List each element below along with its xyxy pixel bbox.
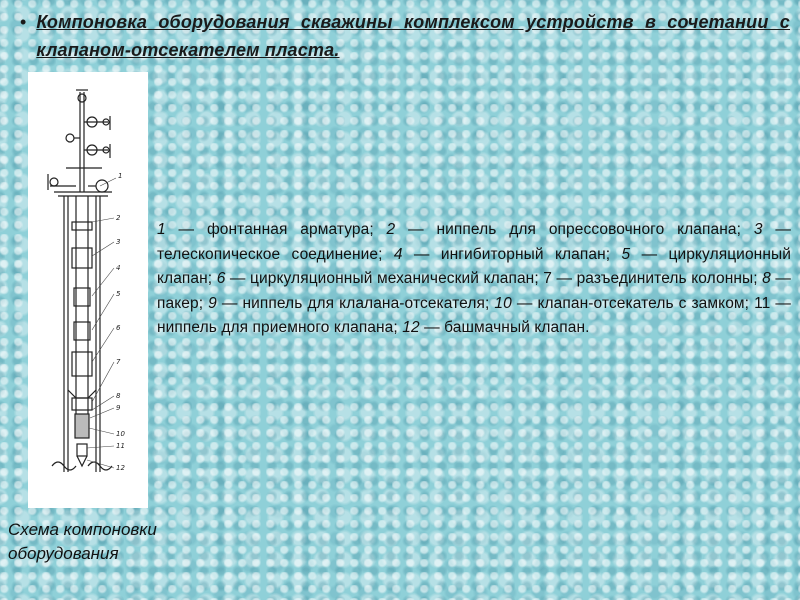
diagram-label-2: 2: [116, 214, 121, 222]
legend-item: 1 — фонтанная арматура;: [157, 221, 387, 238]
diagram-label-11: 11: [116, 442, 125, 450]
diagram-caption: [8, 518, 157, 566]
caption-line-1: Схема компоновки: [8, 520, 157, 539]
diagram-label-12: 12: [116, 464, 125, 472]
caption-line-2: оборудования: [8, 544, 119, 563]
diagram-label-4: 4: [116, 264, 121, 272]
legend-item: 12 — башмачный клапан.: [402, 319, 590, 336]
legend-item: 10 — клапан-отсекатель с замком;: [494, 294, 755, 312]
diagram-label-1: 1: [118, 172, 123, 180]
legend-text: [157, 218, 791, 341]
title-bullet: •: [20, 12, 27, 32]
diagram-label-9: 9: [116, 404, 121, 412]
legend-item: 4 — ингибиторный клапан;: [393, 245, 622, 263]
legend-item: 6 — циркуляционный механический клапан;: [216, 270, 544, 287]
legend-item: 2 — ниппель для опрессовочного клапана;: [386, 221, 754, 238]
diagram-label-8: 8: [116, 392, 121, 400]
equipment-diagram: [28, 72, 148, 508]
legend-item: 9 — ниппель для клалана-отсекателя;: [208, 294, 495, 312]
legend-item: 11 — ниппель для приемного клапана;: [157, 294, 791, 336]
legend-item: 3 — телескопическое соединение;: [157, 221, 791, 263]
well-scheme-drawing: [28, 72, 148, 508]
legend-item: 8 — пакер;: [157, 270, 791, 312]
legend-item: 5 — циркуляционный клапан;: [157, 245, 791, 287]
diagram-label-7: 7: [116, 358, 121, 366]
diagram-label-10: 10: [116, 430, 125, 438]
diagram-label-6: 6: [116, 324, 121, 332]
title-text: Компоновка оборудования скважины комплексом устройств в сочетании с клапаном-отсекателем пласта.: [36, 12, 790, 60]
diagram-label-5: 5: [116, 290, 121, 298]
legend-item: 7 — разъединитель колонны;: [543, 270, 763, 287]
slide-title: [20, 8, 790, 64]
diagram-label-3: 3: [116, 238, 121, 246]
